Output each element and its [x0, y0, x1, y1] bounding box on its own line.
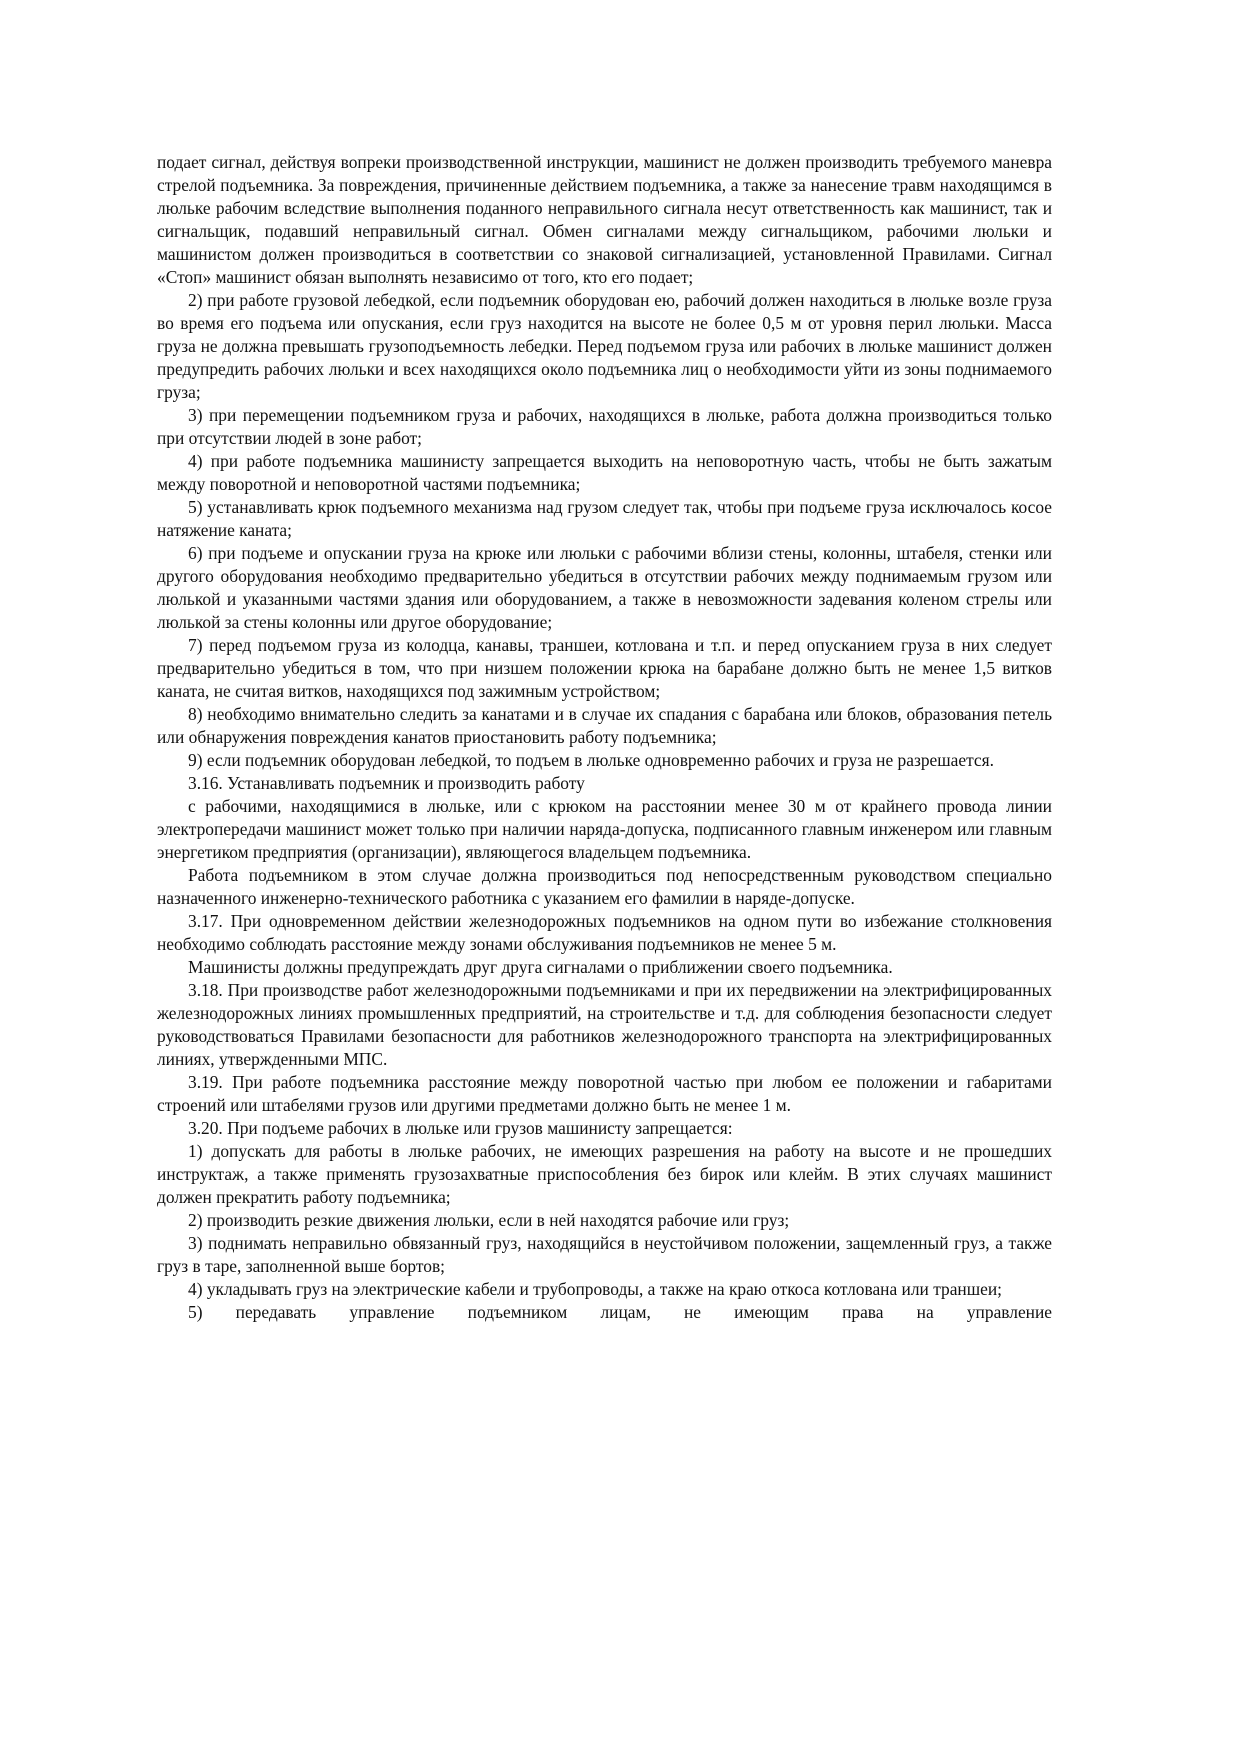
- paragraph-prohibition-3: 3) поднимать неправильно обвязанный груз, находящийся в неустойчивом положении, защемленный груз, а также груз в таре, заполненной выше бортов;: [157, 1233, 1052, 1276]
- paragraph-item-5: 5) устанавливать крюк подъемного механизма над грузом следует так, чтобы при подъеме груза исключалось косое натяжение каната;: [157, 497, 1052, 540]
- paragraph-prohibition-5: 5) передавать управление подъемником лицам, не имеющим права на управление: [188, 1302, 1052, 1322]
- paragraph-prohibition-4: 4) укладывать груз на электрические кабели и трубопроводы, а также на краю откоса котлована или траншеи;: [188, 1279, 1002, 1299]
- paragraph-section-3-17: 3.17. При одновременном действии железнодорожных подъемников на одном пути во избежание столкновения необходимо соблюдать расстояние между зонами обслуживания подъемников не менее 5 м.: [157, 911, 1052, 954]
- paragraph-item-4: 4) при работе подъемника машинисту запрещается выходить на неповоротную часть, чтобы не быть зажатым между поворотной и неповоротной частями подъемника;: [157, 451, 1052, 494]
- paragraph-prohibition-2: 2) производить резкие движения люльки, если в ней находятся рабочие или груз;: [188, 1210, 790, 1230]
- paragraph-item-7: 7) перед подъемом груза из колодца, канавы, траншеи, котлована и т.п. и перед опусканием груза в них следует предварительно убедиться в том, что при низшем положении крюка на барабане должно быть не менее 1,5 витков каната, не считая витков, находящихся под зажимным устройством;: [157, 635, 1052, 701]
- paragraph-machinists-warning: Машинисты должны предупреждать друг друга сигналами о приближении своего подъемника.: [188, 957, 893, 977]
- paragraph-prohibition-1: 1) допускать для работы в люльке рабочих, не имеющих разрешения на работу на высоте и не прошедших инструктаж, а также применять грузозахватные приспособления без бирок или клейм. В этих случаях машинист должен прекратить работу подъемника;: [157, 1141, 1052, 1207]
- paragraph-section-3-20: 3.20. При подъеме рабочих в люльке или грузов машинисту запрещается:: [188, 1118, 733, 1138]
- paragraph-section-3-19: 3.19. При работе подъемника расстояние между поворотной частью при любом ее положении и габаритами строений или штабелями грузов или другими предметами должно быть не менее 1 м.: [157, 1072, 1052, 1115]
- paragraph-section-3-16: 3.16. Устанавливать подъемник и производить работу: [188, 773, 585, 793]
- paragraph-section-3-18: 3.18. При производстве работ железнодорожными подъемниками и при их передвижении на электрифицированных железнодорожных линиях промышленных предприятий, на строительстве и т.д. для соблюдения безопасности следует руководствоваться Правилами безопасности для работников железнодорожного транспорта на электрифицированных линиях, утвержденными МПС.: [157, 980, 1052, 1069]
- paragraph-item-9: 9) если подъемник оборудован лебедкой, то подъем в люльке одновременно рабочих и груза не разрешается.: [188, 750, 994, 770]
- paragraph-item-3: 3) при перемещении подъемником груза и рабочих, находящихся в люльке, работа должна производиться только при отсутствии людей в зоне работ;: [157, 405, 1052, 448]
- paragraph-section-3-16-body: с рабочими, находящимися в люльке, или с крюком на расстоянии менее 30 м от крайнего провода линии электропередачи машинист может только при наличии наряда-допуска, подписанного главным инженером или главным энергетиком предприятия (организации), являющегося владельцем подъемника.: [157, 796, 1052, 862]
- paragraph-item-6: 6) при подъеме и опускании груза на крюке или люльки с рабочими вблизи стены, колонны, штабеля, стенки или другого оборудования необходимо предварительно убедиться в отсутствии рабочих между поднимаемым грузом или люлькой и указанными частями здания или оборудованием, а также в невозможности задевания коленом стрелы или люлькой за стены колонны или другое оборудование;: [157, 543, 1052, 632]
- paragraph-item-8: 8) необходимо внимательно следить за канатами и в случае их спадания с барабана или блоков, образования петель или обнаружения повреждения канатов приостановить работу подъемника;: [157, 704, 1052, 747]
- paragraph-continuation: подает сигнал, действуя вопреки производственной инструкции, машинист не должен производить требуемого маневра стрелой подъемника. За повреждения, причиненные действием подъемника, а также за нанесение травм находящимся в люльке рабочим вследствие выполнения поданного неправильного сигнала несут ответственность как машинист, так и сигнальщик, подавший неправильный сигнал. Обмен сигналами между сигнальщиком, рабочими люльки и машинистом должен производиться в соответствии со знаковой сигнализацией, установленной Правилами. Сигнал «Стоп» машинист обязан выполнять независимо от того, кто его подает;: [157, 152, 1052, 287]
- paragraph-item-2: 2) при работе грузовой лебедкой, если подъемник оборудован ею, рабочий должен находиться в люльке возле груза во время его подъема или опускания, если груз находится на высоте не более 0,5 м от уровня перил люльки. Масса груза не должна превышать грузоподъемность лебедки. Перед подъемом груза или рабочих в люльке машинист должен предупредить рабочих люльки и всех находящихся около подъемника лиц о необходимости уйти из зоны поднимаемого груза;: [157, 290, 1052, 402]
- paragraph-work-supervision: Работа подъемником в этом случае должна производиться под непосредственным руководством специально назначенного инженерно-технического работника с указанием его фамилии в наряде-допуске.: [157, 865, 1052, 908]
